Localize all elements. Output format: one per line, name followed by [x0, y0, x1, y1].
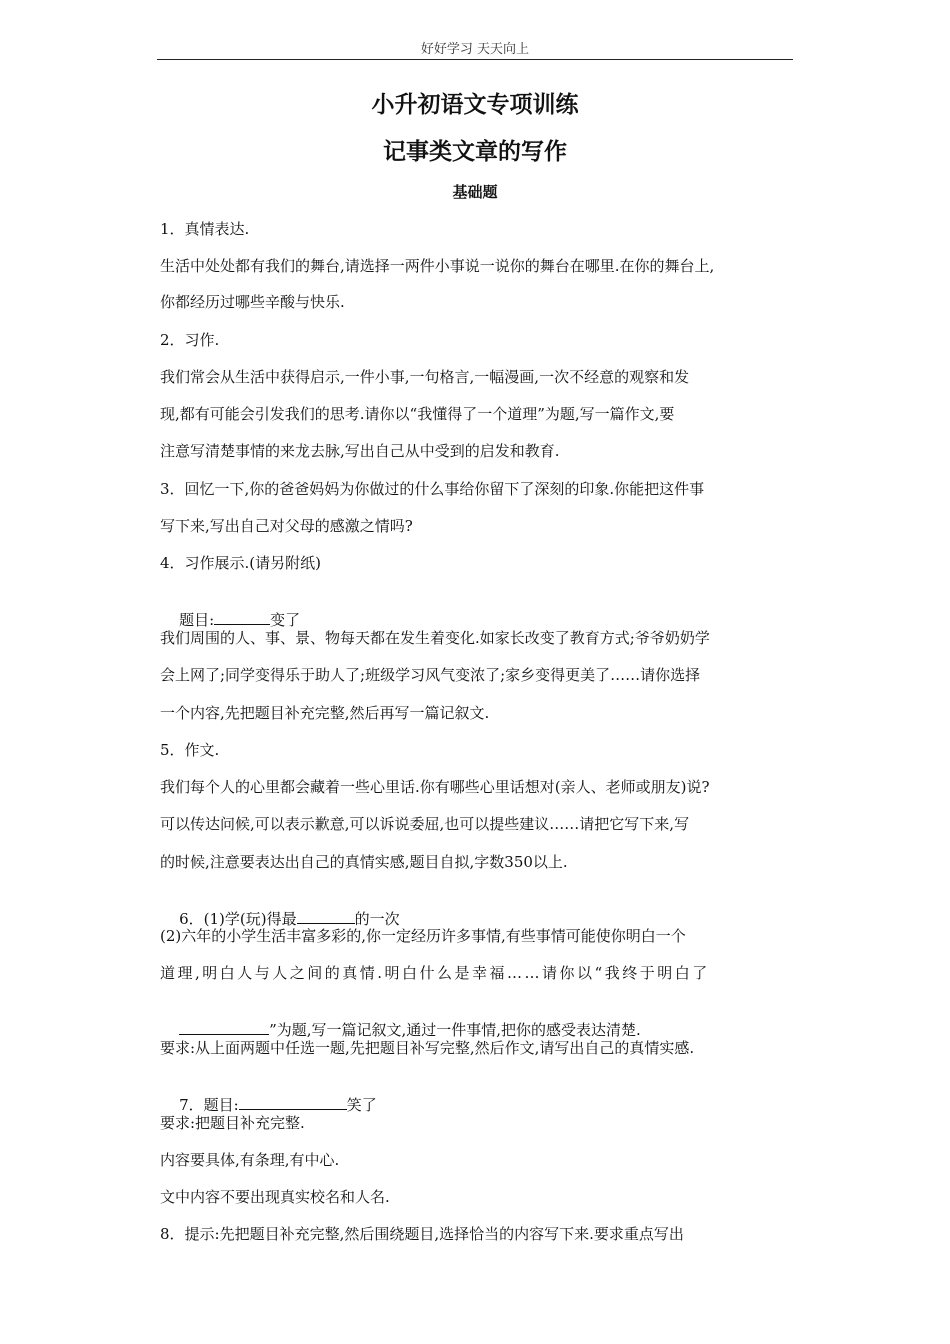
prompt-suffix: 笑了 [346, 1096, 377, 1114]
text-line: 可以传达问候,可以表示歉意,可以诉说委屈,也可以提些建议……请把它写下来,写 [160, 815, 690, 833]
text-line: 现,都有可能会引发我们的思考.请你以“我懂得了一个道理”为题,写一篇作文,要 [160, 405, 675, 423]
text-line: 会上网了;同学变得乐于助人了;班级学习风气变浓了;家乡变得更美了……请你选择 [160, 666, 701, 684]
fill-blank [214, 610, 270, 625]
page-header: 好好学习 天天向上 [420, 42, 530, 57]
text-line: (2)六年的小学生活丰富多彩的,你一定经历许多事情,有些事情可能使你明白一个 [160, 927, 686, 945]
text-line: 我们常会从生活中获得启示,一件小事,一句格言,一幅漫画,一次不经意的观察和发 [160, 368, 690, 386]
text-line: 你都经历过哪些辛酸与快乐. [160, 293, 345, 311]
header-rule [157, 59, 793, 60]
text-line: 一个内容,先把题目补充完整,然后再写一篇记叙文. [160, 704, 490, 722]
text-line: 我们每个人的心里都会藏着一些心里话.你有哪些心里话想对(亲人、老师或朋友)说? [160, 778, 710, 796]
text-line: 要求:从上面两题中任选一题,先把题目补写完整,然后作文,请写出自己的真情实感. [160, 1039, 695, 1057]
text-line: 文中内容不要出现真实校名和人名. [160, 1188, 390, 1206]
fill-blank [297, 909, 355, 924]
prompt-suffix: ”为题,写一篇记叙文,通过一件事情,把你的感受表达清楚. [269, 1021, 641, 1039]
text-line: 8．提示:先把题目补充完整,然后围绕题目,选择恰当的内容写下来.要求重点写出 [160, 1225, 684, 1243]
text-line: 生活中处处都有我们的舞台,请选择一两件小事说一说你的舞台在哪里.在你的舞台上, [160, 257, 715, 275]
prompt-label: 题目: [179, 611, 215, 629]
fill-blank [179, 1020, 269, 1035]
text-line: 4．习作展示.(请另附纸) [160, 554, 322, 572]
text-line: 3．回忆一下,你的爸爸妈妈为你做过的什么事给你留下了深刻的印象.你能把这件事 [160, 480, 705, 498]
text-line: 5．作文. [160, 741, 220, 759]
prompt-suffix: 的一次 [354, 910, 400, 928]
fill-blank [239, 1095, 347, 1110]
text-line: 写下来,写出自己对父母的感激之情吗? [160, 517, 413, 535]
prompt-label: 7．题目: [179, 1096, 239, 1114]
text-line: 我们周围的人、事、景、物每天都在发生着变化.如家长改变了教育方式;爷爷奶奶学 [160, 629, 710, 647]
prompt-label: 6．(1)学(玩)得最 [179, 910, 297, 928]
section-heading: 基础题 [452, 183, 498, 201]
text-line: 要求:把题目补充完整. [160, 1114, 305, 1132]
document-subtitle: 记事类文章的写作 [383, 138, 567, 165]
prompt-suffix: 变了 [270, 611, 301, 629]
text-line: 1．真情表达. [160, 220, 250, 238]
text-line: 内容要具体,有条理,有中心. [160, 1151, 340, 1169]
text-line: 的时候,注意要表达出自己的真情实感,题目自拟,字数350以上. [160, 853, 568, 871]
text-line: 道理,明白人与人之间的真情.明白什么是幸福……请你以“我终于明白了 [160, 964, 710, 982]
text-line: 2．习作. [160, 331, 220, 349]
text-line: 注意写清楚事情的来龙去脉,写出自己从中受到的启发和教育. [160, 442, 560, 460]
document-title: 小升初语文专项训练 [371, 91, 579, 118]
